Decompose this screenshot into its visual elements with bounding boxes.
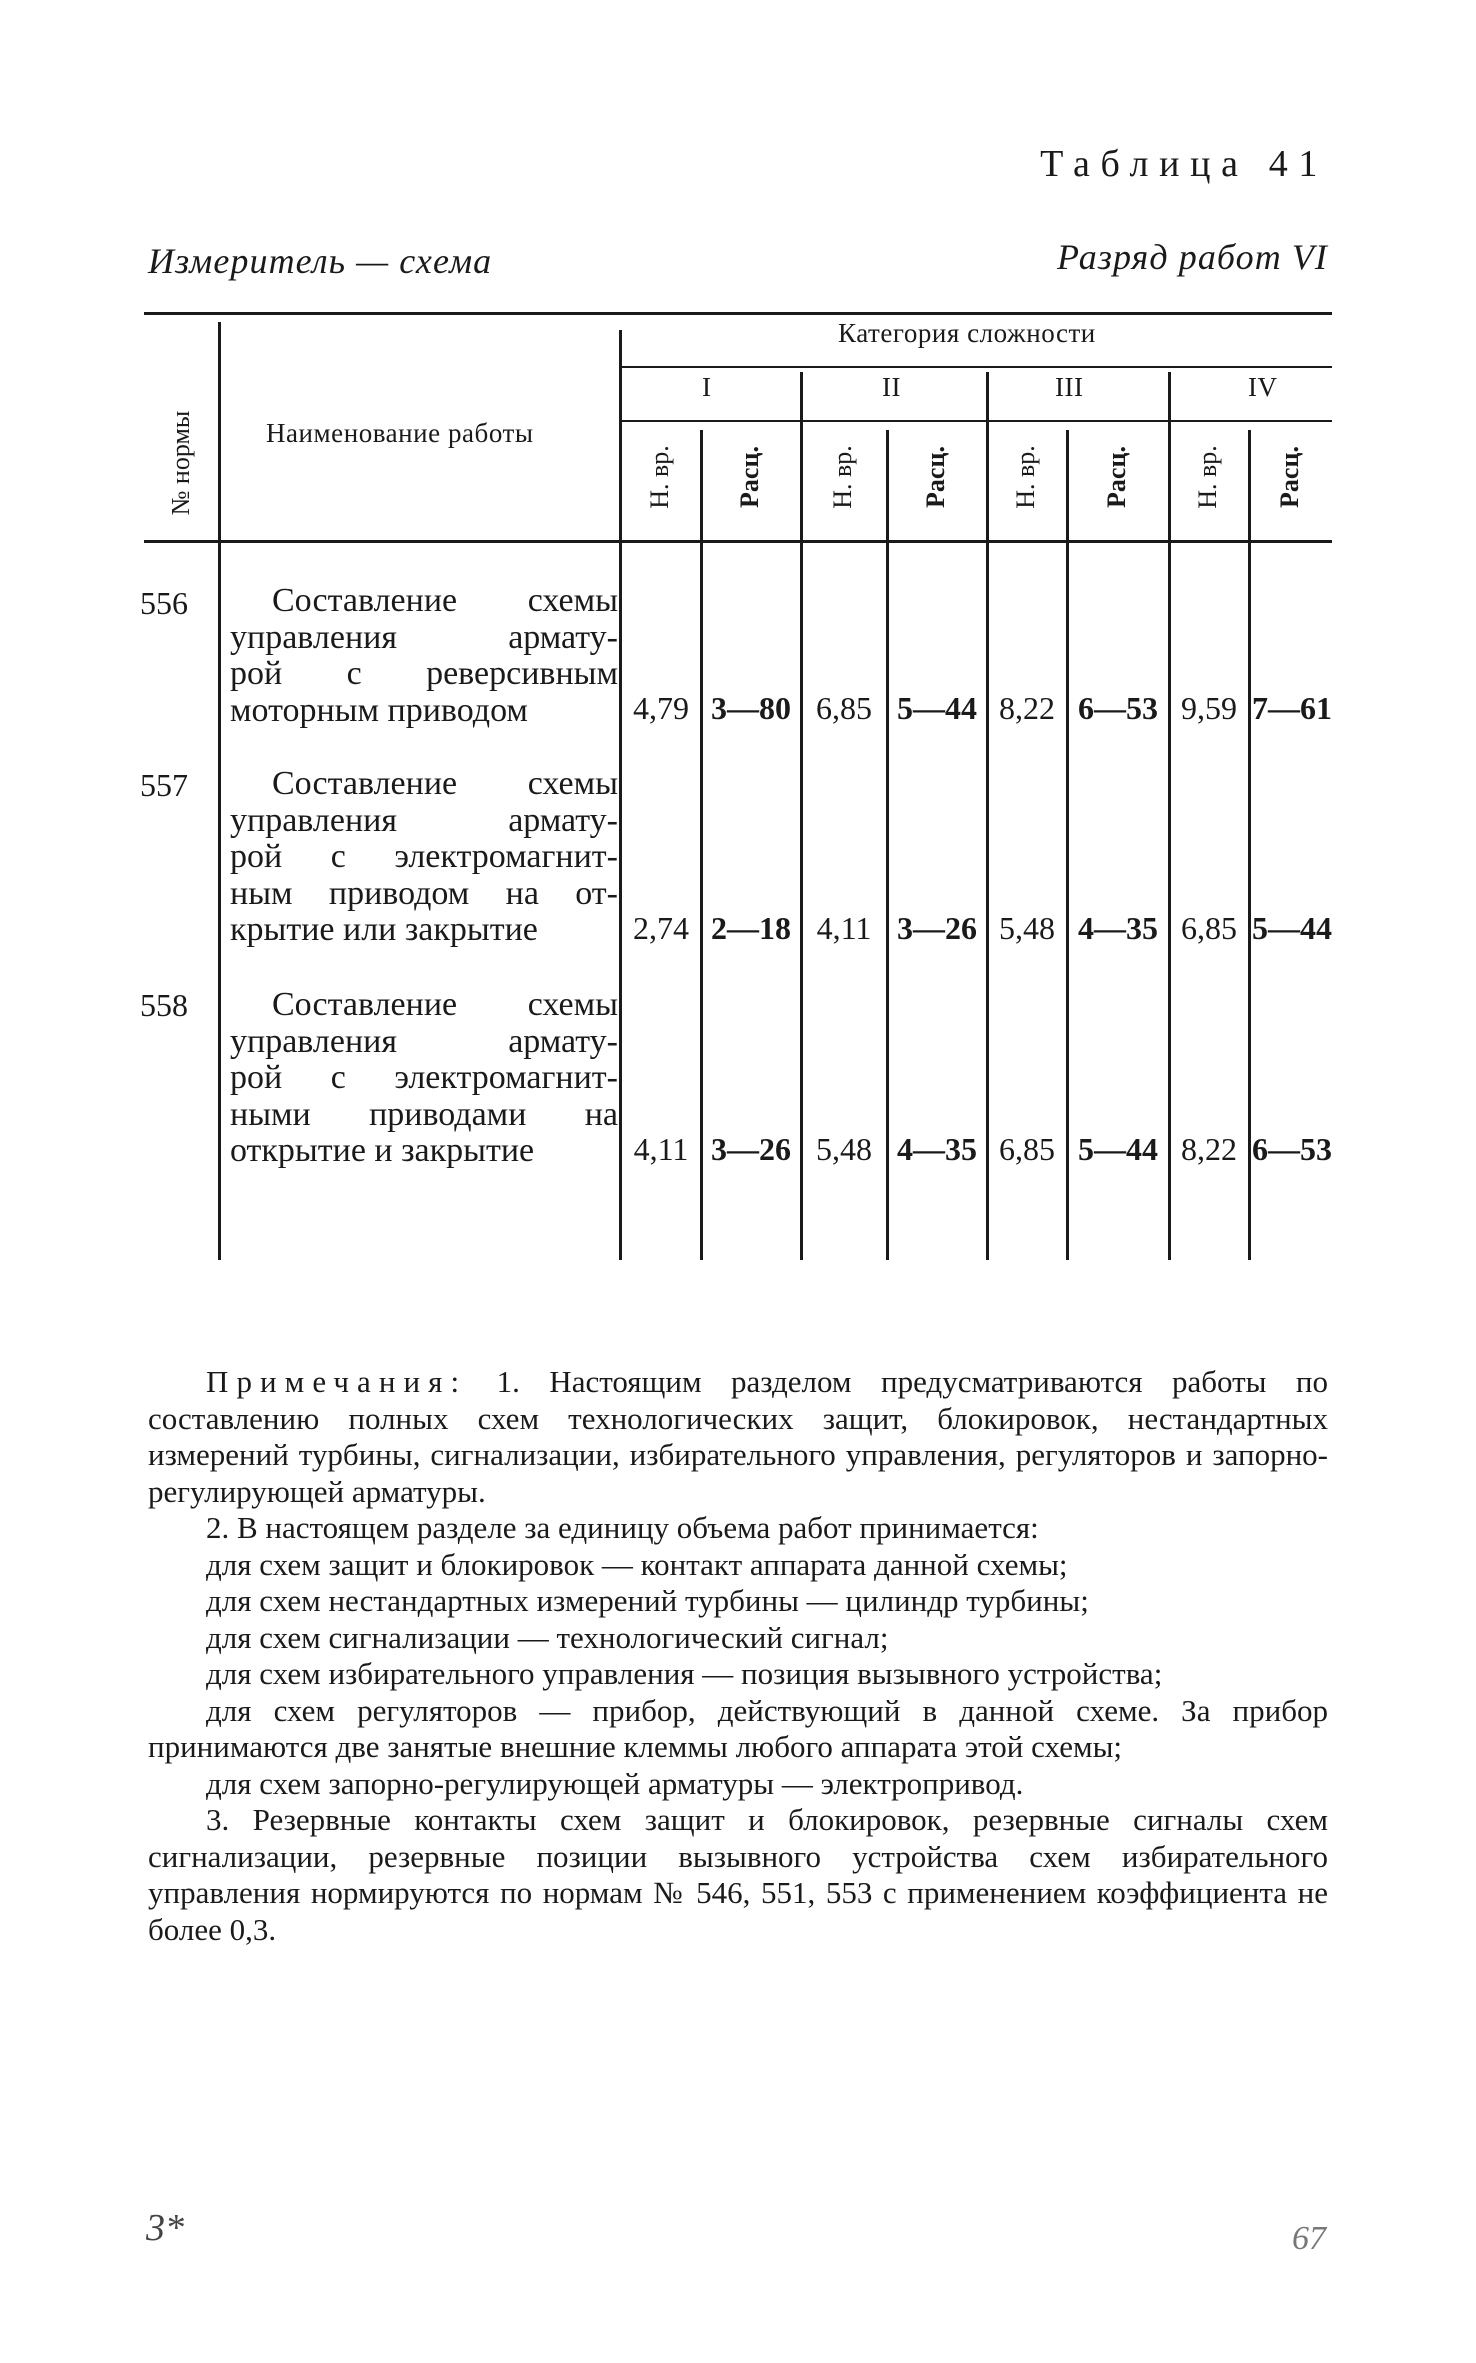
work-name-line: моторным приводом bbox=[230, 691, 528, 729]
work-name-line: рой с электромагнит- bbox=[230, 1059, 618, 1096]
note-paragraph: для схем регуляторов — прибор, действующий в данной схеме. За прибор принимаются две занятые внешние клеммы любого аппарата этой схемы; bbox=[148, 1692, 1328, 1764]
col-rule bbox=[800, 372, 803, 1260]
price-value: 3—26 bbox=[897, 910, 977, 946]
norm-number: 558 bbox=[140, 987, 188, 1023]
price-value: 4—35 bbox=[897, 1131, 977, 1167]
time-value: 8,22 bbox=[1181, 1131, 1237, 1167]
work-name-line: Составление схемы bbox=[272, 986, 618, 1023]
time-value: 5,48 bbox=[999, 910, 1055, 946]
price-value: 5—44 bbox=[1078, 1131, 1158, 1167]
time-value: 6,85 bbox=[816, 690, 872, 726]
subcategory-rule bbox=[619, 420, 1332, 422]
note-paragraph: для схем защит и блокировок — контакт аппарата данной схемы; bbox=[206, 1546, 1068, 1582]
work-name-line: рой с электромагнит- bbox=[230, 838, 618, 875]
col-rule bbox=[1168, 372, 1171, 1260]
sub-price-header: Расц. bbox=[1102, 446, 1131, 508]
category-label: II bbox=[882, 372, 902, 402]
note-paragraph: для схем запорно-регулирующей арматуры — электропривод. bbox=[206, 1765, 1024, 1801]
note-paragraph: 2. В настоящем разделе за единицу объема работ принимается: bbox=[206, 1510, 1039, 1545]
time-value: 6,85 bbox=[1181, 910, 1237, 946]
work-name-line: ным приводом на от- bbox=[230, 874, 618, 912]
table-title: Таблица 41 bbox=[1040, 143, 1328, 185]
work-name bbox=[230, 987, 618, 1170]
norm-number: 557 bbox=[140, 767, 188, 803]
price-value: 5—44 bbox=[897, 690, 977, 726]
work-name-line: открытие и закрытие bbox=[230, 1132, 535, 1169]
price-value: 4—35 bbox=[1078, 910, 1158, 946]
sub-price-header: Расц. bbox=[921, 446, 950, 508]
category-rule bbox=[619, 366, 1332, 368]
price-value: 5—44 bbox=[1252, 910, 1332, 946]
grade-label: Разряд работ VI bbox=[1057, 237, 1328, 277]
table-top-rule bbox=[144, 312, 1332, 315]
work-name-line: ными приводами на bbox=[230, 1095, 618, 1133]
price-value: 3—80 bbox=[711, 690, 791, 726]
sub-time-header: Н. вр. bbox=[1193, 445, 1222, 509]
col-rule bbox=[619, 330, 622, 1260]
work-name-line: крытие или закрытие bbox=[230, 911, 538, 948]
time-value: 4,11 bbox=[816, 910, 872, 946]
page-number: 67 bbox=[1292, 2220, 1326, 2257]
category-header: Категория сложности bbox=[838, 318, 1096, 348]
col-norm-header: № нормы bbox=[166, 410, 195, 516]
price-value: 6—53 bbox=[1078, 690, 1158, 726]
note-paragraph: для схем нестандартных измерений турбины — цилиндр турбины; bbox=[206, 1583, 1089, 1618]
notes-section bbox=[148, 1364, 1328, 1948]
price-value: 2—18 bbox=[711, 910, 791, 946]
time-value: 8,22 bbox=[999, 690, 1055, 726]
note-paragraph: для схем избирательного управления — позиция вызывного устройства; bbox=[206, 1656, 1163, 1691]
sub-time-header: Н. вр. bbox=[1011, 445, 1040, 509]
time-value: 5,48 bbox=[816, 1131, 872, 1167]
note-paragraph: 3. Резервные контакты схем защит и блокировок, резервные сигналы схем сигнализации, резервные позиции вызывного устройства схем избирательного управления нормируются по нормам № 546, 551, 553 с применением коэффициента не более 0,3. bbox=[148, 1802, 1328, 1947]
price-value: 3—26 bbox=[711, 1131, 791, 1167]
price-value: 7—61 bbox=[1252, 690, 1332, 726]
work-name-line: Составление схемы bbox=[272, 582, 618, 619]
time-value: 9,59 bbox=[1181, 690, 1237, 726]
note-paragraph bbox=[148, 1364, 1328, 1510]
time-value: 6,85 bbox=[999, 1131, 1055, 1167]
work-name bbox=[230, 766, 618, 949]
category-label: I bbox=[702, 372, 712, 402]
work-name bbox=[230, 583, 618, 729]
work-name-line: управления армату- bbox=[230, 1022, 618, 1060]
work-name-line: управления армату- bbox=[230, 618, 618, 656]
sub-price-header: Расц. bbox=[1275, 446, 1304, 508]
meter-label: Измеритель — схема bbox=[148, 241, 493, 281]
time-value: 4,11 bbox=[633, 1131, 689, 1167]
col-rule bbox=[986, 372, 989, 1260]
col-rule bbox=[218, 322, 221, 1260]
signature-mark: 3* bbox=[146, 2207, 184, 2249]
header-bottom-rule bbox=[144, 540, 1332, 543]
sub-time-header: Н. вр. bbox=[828, 445, 857, 509]
work-name-line: управления армату- bbox=[230, 801, 618, 839]
time-value: 2,74 bbox=[633, 910, 689, 946]
note-text: 1. Настоящим разделом предусматриваются работы по составлению полных схем технологических защит, блокировок, нестандартных измерений турбины, сигнализации, избирательного управления, регуляторов и запорно-регулирующей арматуры. bbox=[148, 1364, 1328, 1509]
category-label: III bbox=[1055, 372, 1084, 402]
col-name-header: Наименование работы bbox=[266, 418, 534, 448]
work-name-line: Составление схемы bbox=[272, 765, 618, 802]
sub-price-header: Расц. bbox=[735, 446, 764, 508]
price-value: 6—53 bbox=[1252, 1131, 1332, 1167]
note-paragraph: для схем сигнализации — технологический сигнал; bbox=[206, 1619, 889, 1655]
time-value: 4,79 bbox=[633, 690, 689, 726]
notes-heading: Примечания: bbox=[206, 1364, 468, 1399]
category-label: IV bbox=[1248, 372, 1278, 402]
norm-number: 556 bbox=[140, 585, 188, 621]
sub-time-header: Н. вр. bbox=[645, 445, 674, 509]
work-name-line: рой с реверсивным bbox=[230, 655, 618, 692]
